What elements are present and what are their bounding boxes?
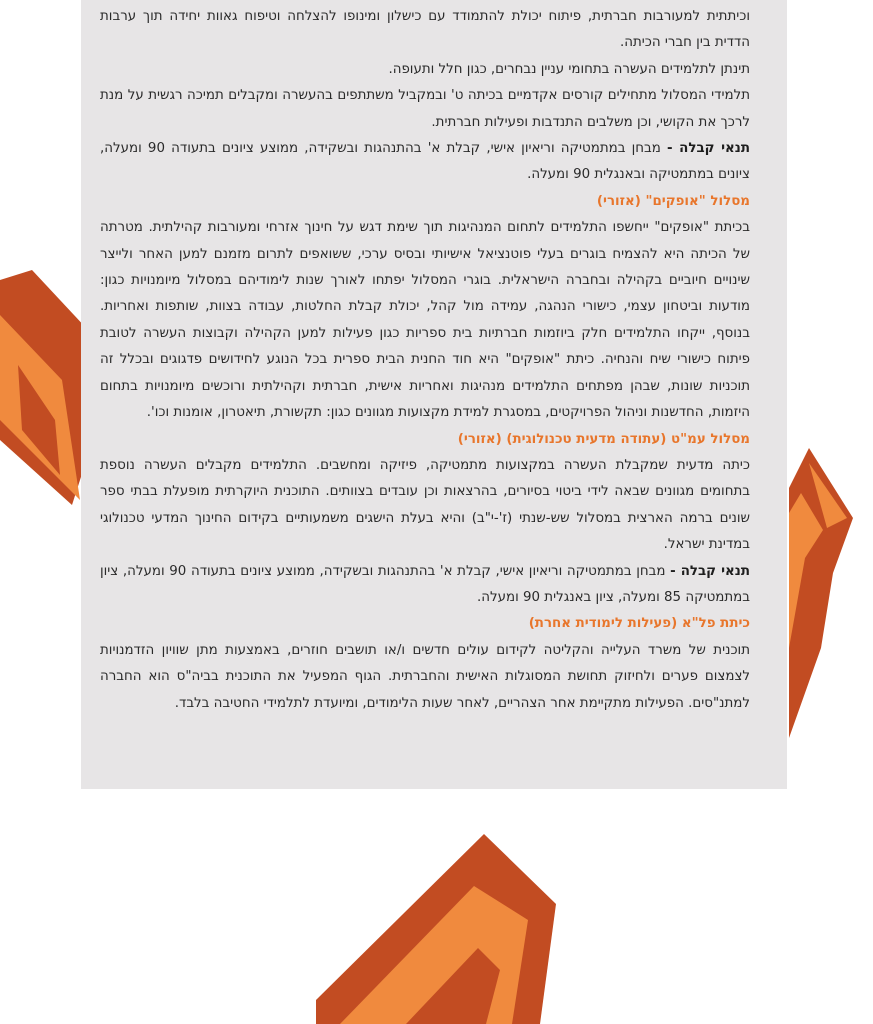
section-body-amat: כיתה מדעית שמקבלת העשרה במקצועות מתמטיקה, פיזיקה ומחשבים. התלמידים מקבלים העשרה נוספת בתחומים מגוונים שבאה לידי ביטוי בסיורים, בהרצאות וכן עובדים בצוותים. התוכנית היוקרתית מופעלת בבתי ספר שונים ברמה הארצית במסלול שש-שנתי (ז'-י"ב) והיא בעלת הישגים משמעותיים בקידום החינוך המדעי טכנולוגי במדינת ישראל. bbox=[100, 457, 750, 553]
intro-paragraph-3: תלמידי המסלול מתחילים קורסים אקדמיים בכיתה ט' ובמקביל משתתפים בהעשרה ומקבלים תמיכה רגשית על מנת לרכך את הקושי, וכן משלבים התנדבות ופעילות חברתית. bbox=[100, 88, 750, 130]
requirements-label: תנאי קבלה - bbox=[670, 563, 750, 579]
section-body-ofakim: בכיתת "אופקים" ייחשפו התלמידים לתחום המנהיגות תוך שימת דגש על חינוך אזרחי ומעורבות קהילתית. מטרתה של הכיתה היא להצמיח בוגרים בעלי פוטנציאל אישיותי ובסיס ערכי, ששואפים לתרום מזמנם למען האחר ולייצר שינויים חיוביים בקהילה ובחברה הישראלית. בוגרי המסלול יפתחו לאורך שנות לימודיהם במסלול מיומנויות כגון: מודעות וביטחון עצמי, כישורי הנהגה, עמידה מול קהל, יכולת קבלת החלטות, עבודה בצוות, שותפות ואחריות. בנוסף, ייקחו התלמידים חלק ביוזמות חברתיות בית ספריות כגון פעילות למען הקהילה וקבוצות העשרה לטובת פיתוח כישורי שיח והנחיה. כיתת "אופקים" היא חוד החנית הבית ספרית בכל הנוגע לחידושים פדגוגים ובכלל זה תוכניות שונות, שבהן מפתחים התלמידים מנהיגות ואחריות אישית, חברתית וקהילתית ורוכשים מיומנויות בתחום היזמות, החדשנות וניהול הפרויקטים, במסגרת למידת מקצועות מגוונים כגון: תקשורת, תיאטרון, אומנות וכו'. bbox=[100, 220, 750, 421]
section-body-pela: תוכנית של משרד העלייה והקליטה לקידום עולים חדשים ו/או תושבים חוזרים, באמצעות מתן שוויון הזדמנויות לצמצום פערים ולחיזוק תחושת המסוגלות האישית והחברתית. הגוף המפעיל את התוכנית בביה"ס הוא החברה למתנ"סים. הפעילות מתקיימת אחר הצהריים, לאחר שעות הלימודים, ומיועדת לתלמידי החטיבה בלבד. bbox=[100, 642, 750, 711]
intro-requirements bbox=[100, 136, 750, 189]
decorative-shape-right bbox=[787, 448, 857, 748]
decorative-shape-bottom bbox=[310, 830, 560, 1024]
article-text bbox=[100, 4, 750, 717]
intro-paragraph-2: תינתן לתלמידים העשרה בתחומי עניין נבחרים, כגון חלל ותעופה. bbox=[388, 61, 750, 77]
section-heading-pela: כיתת פל"א (פעילות לימודית אחרת) bbox=[528, 616, 750, 632]
section-heading-ofakim: מסלול "אופקים" (אזורי) bbox=[596, 193, 750, 209]
section-heading-amat: מסלול עמ"ט (עתודה מדעית טכנולוגית) (אזורי) bbox=[457, 431, 750, 447]
intro-paragraph-1: וכיתתית למעורבות חברתית, פיתוח יכולת להתמודד עם כישלון ומינופו להצלחה וטיפוח גאוות יחידה תוך ערבות הדדית בין חברי הכיתה. bbox=[100, 9, 750, 51]
amat-requirements bbox=[100, 559, 750, 612]
requirements-label: תנאי קבלה - bbox=[667, 141, 750, 157]
requirements-text: מבחן במתמטיקה וריאיון אישי, קבלת א' בהתנהגות ובשקידה, ממוצע ציונים בתעודה 90 ומעלה, ציון במתמטיקה 85 ומעלה, ציון באנגלית 90 ומעלה. bbox=[100, 563, 750, 605]
requirements-text: מבחן במתמטיקה וריאיון אישי, קבלת א' בהתנהגות ובשקידה, ממוצע ציונים בתעודה 90 ומעלה, ציונים במתמטיקה ובאנגלית 90 ומעלה. bbox=[100, 141, 750, 183]
decorative-shape-left bbox=[0, 270, 90, 515]
